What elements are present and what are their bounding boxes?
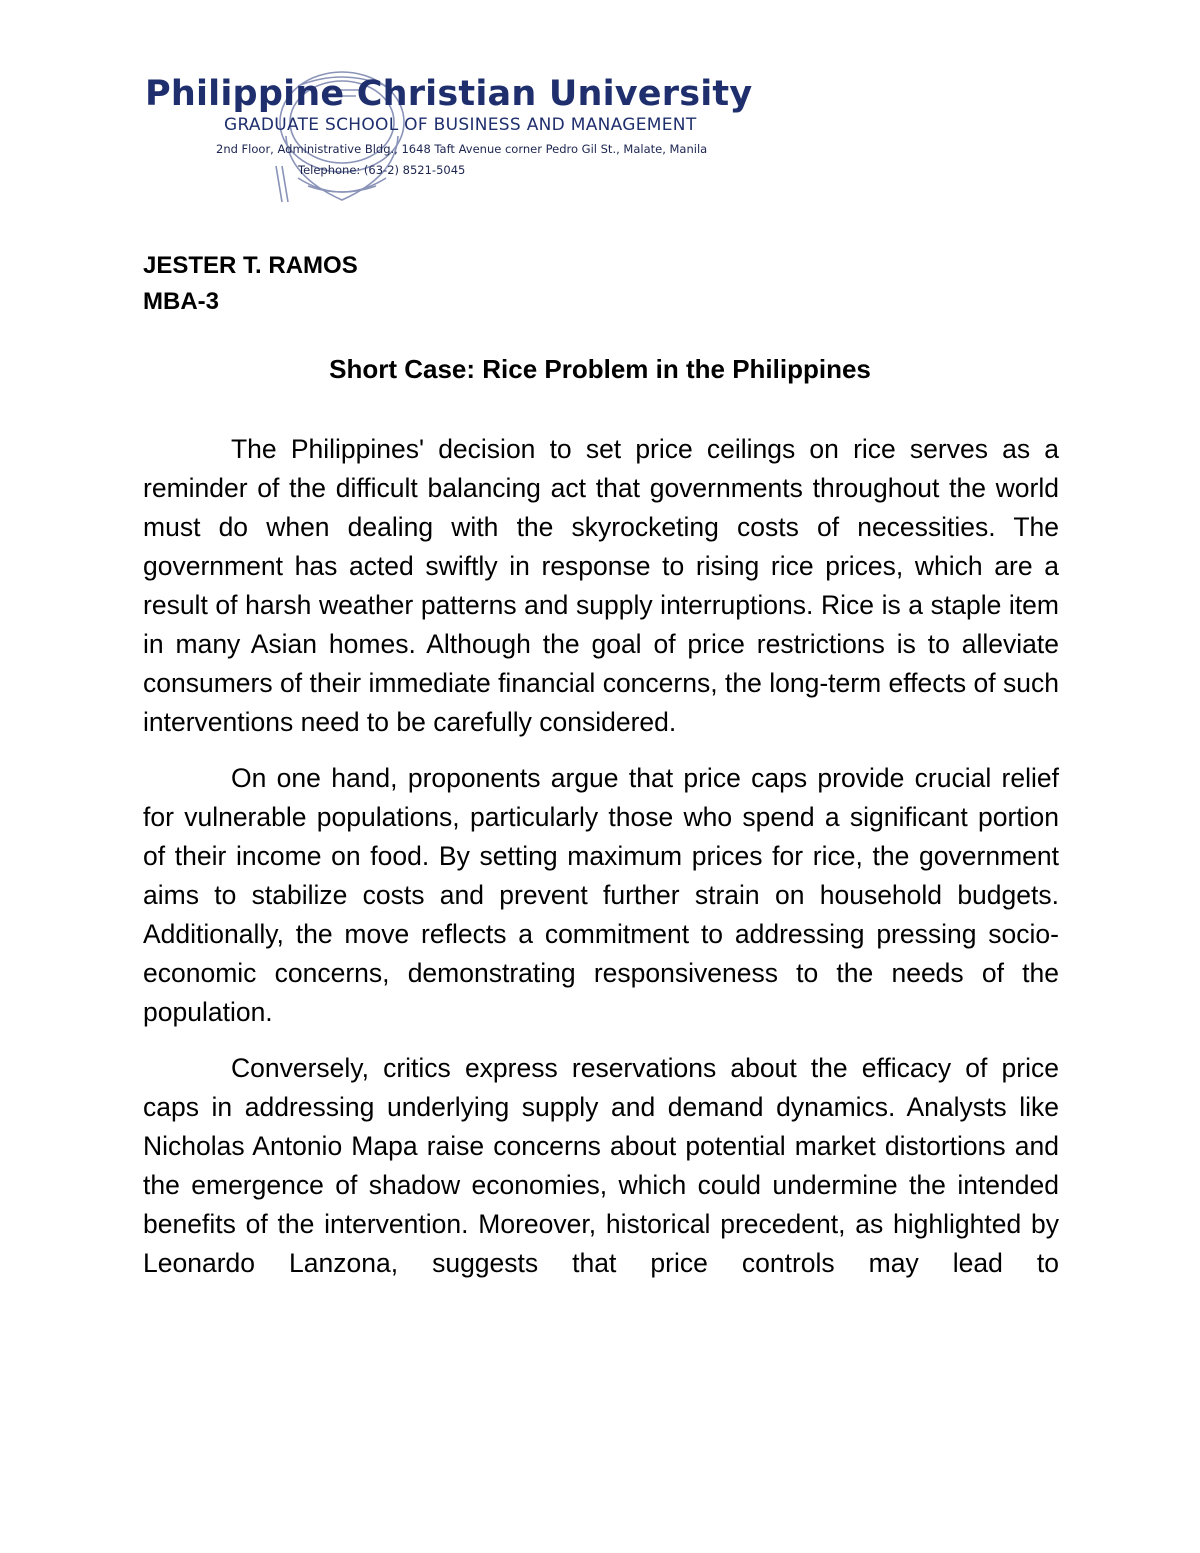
paragraph: Conversely, critics express reservations about the efficacy of price caps in addressing underlying supply and demand dynamics. Analysts like Nicholas Antonio Mapa raise concerns about potential market distortions and the emergence of shadow economies, which could undermine the intended benefits of the intervention. Moreover, historical precedent, as highlighted by Leonardo Lanzona, suggests that price controls may lead to (143, 1053, 1059, 1278)
paragraph: On one hand, proponents argue that price caps provide crucial relief for vulnerable populations, particularly those who spend a significant portion of their income on food. By setting maximum prices for rice, the government aims to stabilize costs and prevent further strain on household budgets. Additionally, the move reflects a commitment to addressing pressing socio-economic concerns, demonstrating responsiveness to the needs of the population. (143, 763, 1059, 1027)
paragraph: The Philippines' decision to set price ceilings on rice serves as a reminder of the difficult balancing act that governments throughout the world must do when dealing with the skyrocketing costs of necessities. The government has acted swiftly in response to rising rice prices, which are a result of harsh weather patterns and supply interruptions. Rice is a staple item in many Asian homes. Although the goal of price restrictions is to alleviate consumers of their immediate financial concerns, the long-term effects of such interventions need to be carefully considered. (143, 434, 1059, 737)
author-name: JESTER T. RAMOS (143, 252, 358, 279)
address-line: 2nd Floor, Administrative Bldg., 1648 Taft Avenue corner Pedro Gil St., Malate, Manila (216, 142, 708, 156)
graduate-school-name: GRADUATE SCHOOL OF BUSINESS AND MANAGEMENT (224, 115, 697, 135)
letterhead (0, 60, 1200, 210)
author-program: MBA-3 (143, 288, 219, 315)
document-body (143, 430, 1059, 1300)
author-block (143, 248, 358, 320)
university-name: Philippine Christian University (145, 74, 753, 114)
document-title: Short Case: Rice Problem in the Philippines (329, 354, 871, 384)
telephone-line: Telephone: (63-2) 8521-5045 (298, 163, 466, 177)
